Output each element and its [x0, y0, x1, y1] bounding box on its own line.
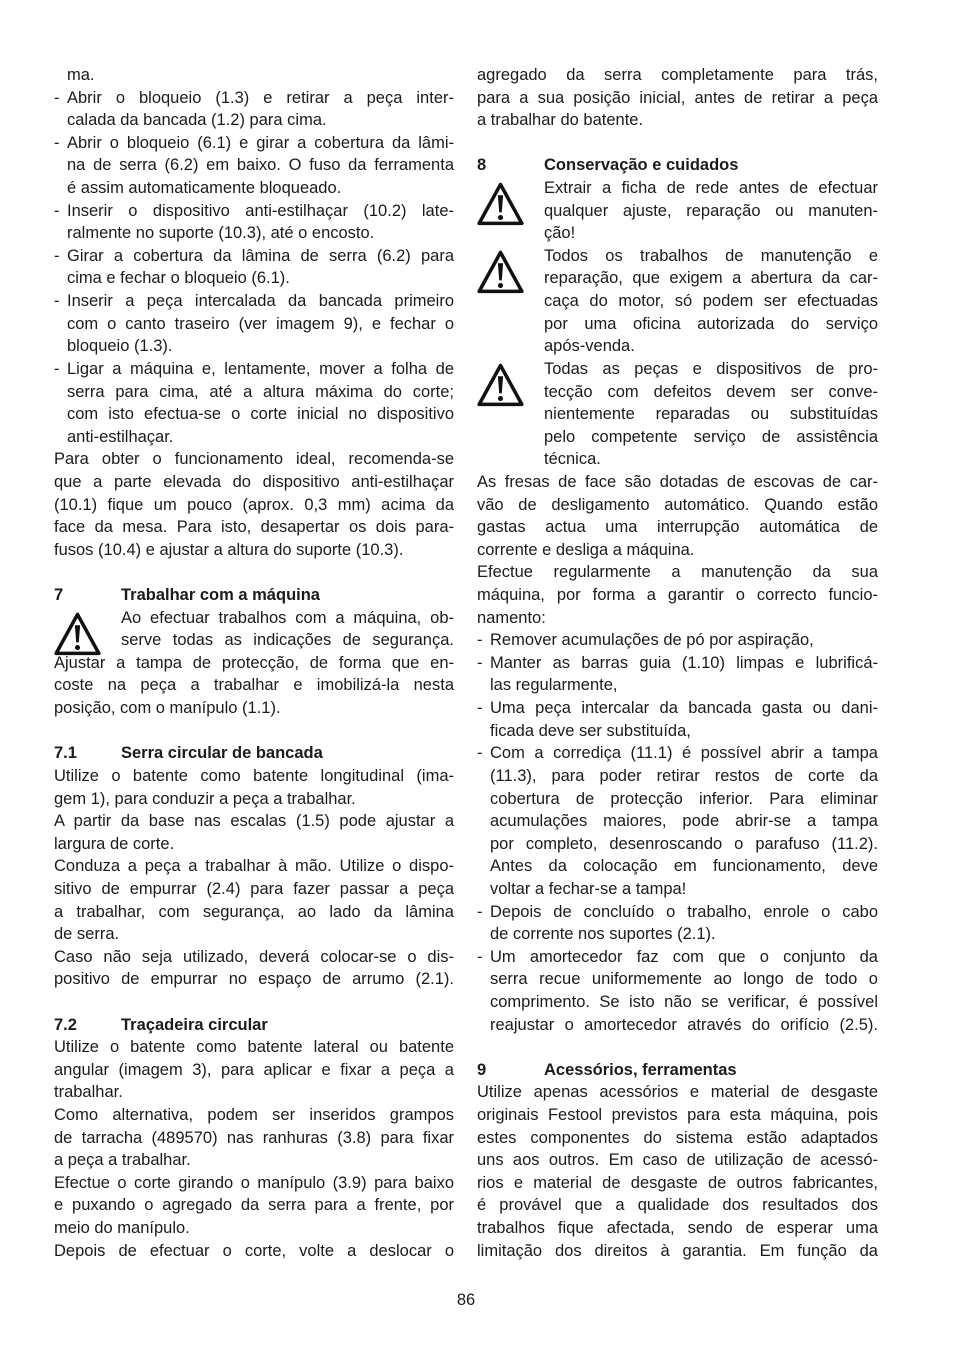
page-number: 86: [456, 1291, 476, 1309]
section-title: Traçadeira circular: [121, 1015, 268, 1034]
warning-text-line: técnica.: [544, 450, 601, 469]
section-number: 7.1: [54, 744, 77, 763]
paragraph-line: Utilize apenas acessórios e material de desgaste: [477, 1083, 878, 1102]
step-text-line: é assim automaticamente bloqueado.: [67, 179, 342, 198]
paragraph-line: largura de corte.: [54, 834, 175, 853]
paragraph-line: de serra.: [54, 925, 120, 944]
continued-paragraph: [477, 64, 878, 132]
warning-text-line: caça do motor, só podem ser efectuadas: [544, 292, 878, 311]
warning-text-line: por uma oficina autorizada do serviço: [544, 314, 878, 333]
warning-icon: [477, 362, 524, 408]
paragraph-line: As fresas de face são dotadas de escovas de car-: [477, 472, 878, 491]
paragraph-line: máquina, por forma a garantir o correcto funcio-: [477, 586, 878, 605]
section-heading-7: [54, 584, 454, 607]
maintenance-item: [477, 946, 878, 1036]
warning-text-line: serve todas as indicações de segurança.: [121, 631, 454, 650]
warning-text-line: Todos os trabalhos de manutenção e: [544, 246, 878, 265]
paragraph-line: Como alternativa, podem ser inseridos grampos: [54, 1106, 454, 1125]
warning-icon: [477, 181, 524, 227]
paragraph-line: a trabalhar do batente.: [477, 111, 644, 130]
section-7-2-body: [54, 1036, 454, 1262]
list-marker: -: [477, 744, 483, 763]
section-number: 7: [54, 586, 64, 605]
section-number: 9: [477, 1060, 487, 1079]
paragraph-line: Utilize o batente como batente lateral ou batente: [54, 1038, 454, 1057]
step-text-line: ralmente no suporte (10.3), até o encosto.: [67, 224, 375, 243]
section-title: Conservação e cuidados: [544, 156, 739, 175]
maintenance-text-line: ficada deve ser substituída,: [490, 721, 691, 740]
maintenance-text-line: Depois de concluído o trabalho, enrole o cabo: [490, 902, 878, 921]
warning-text-line: tecção com defeitos devem ser conve-: [544, 382, 878, 401]
paragraph-line: Efectue regularmente a manutenção da sua: [477, 563, 878, 582]
warning-text-line: Extrair a ficha de rede antes de efectuar: [544, 179, 878, 198]
step-text-line: serra para cima, até a altura máxima do corte;: [67, 382, 454, 401]
paragraph-line: vão de desligamento automático. Quando estão: [477, 495, 878, 514]
paragraph-line: é provável que a qualidade dos resultados dos: [477, 1196, 878, 1215]
paragraph-line: positivo de empurrar no espaço de arrumo (2.1).: [54, 970, 454, 989]
step-item: [54, 290, 454, 358]
paragraph-line: a trabalhar, com segurança, ao lado da lâmina: [54, 902, 454, 921]
list-marker: -: [54, 201, 60, 220]
section-7-paragraph: [54, 652, 454, 720]
paragraph-line: estes componentes do sistema estão adaptados: [477, 1128, 878, 1147]
paragraph-line: meio do manípulo.: [54, 1219, 190, 1238]
maintenance-text-line: voltar a fechar-se a tampa!: [490, 879, 687, 898]
list-marker: -: [477, 902, 483, 921]
paragraph-line: para a sua posição inicial, antes de retirar a peça: [477, 88, 878, 107]
maintenance-text-line: serra recue uniformemente ao longo de todo o: [490, 970, 878, 989]
paragraph-line: trabalhos fique afectada, sendo de esperar uma: [477, 1219, 878, 1238]
maintenance-text-line: Um amortecedor faz com que o conjunto da: [490, 947, 878, 966]
step-item: [54, 132, 454, 200]
adjustment-paragraph: [54, 448, 454, 561]
paragraph-line: originais Festool previstos para esta máquina, pois: [477, 1106, 878, 1125]
paragraph-line: Utilize o batente como batente longitudinal (ima-: [54, 766, 454, 785]
paragraph-line: (10.1) fique um pouco (aprox. 0,3 mm) acima da: [54, 495, 454, 514]
warning-text-line: Ao efectuar trabalhos com a máquina, ob-: [121, 608, 454, 627]
paragraph-line: gastas actua uma interrupção automática de: [477, 518, 878, 537]
continued-text-line: ma.: [67, 66, 95, 84]
maintenance-text-line: cobertura de protecção inferior. Para eliminar: [490, 789, 878, 808]
paragraph-line: namento:: [477, 608, 546, 627]
section-8-body: [477, 471, 878, 629]
section-heading-7-2: [54, 1014, 454, 1037]
warning-text-line: após-venda.: [544, 337, 635, 356]
maintenance-item: [477, 742, 878, 900]
safety-warning: [477, 177, 878, 245]
step-text-line: calada da bancada (1.2) para cima.: [67, 111, 327, 130]
step-text-line: Abrir o bloqueio (1.3) e retirar a peça inter-: [67, 88, 454, 107]
paragraph-line: uns aos outros. Em caso de utilização de acessó-: [477, 1151, 878, 1170]
paragraph-line: que a parte elevada do dispositivo anti-estilhaçar: [54, 472, 454, 491]
paragraph-line: sitivo de empurrar (2.4) para fazer passar a peça: [54, 879, 454, 898]
right-column: [477, 64, 878, 1262]
warning-icon: [54, 611, 101, 657]
warning-icon: [477, 249, 524, 295]
paragraph-line: rios e material de desgaste de outros fabricantes,: [477, 1173, 878, 1192]
step-item: [54, 87, 454, 132]
paragraph-line: angular (imagem 3), para aplicar e fixar a peça a: [54, 1060, 454, 1079]
maintenance-text-line: Manter as barras guia (1.10) limpas e lubrificá-: [490, 653, 878, 672]
step-text-line: com o canto traseiro (ver imagem 9), e fechar o: [67, 314, 454, 333]
paragraph-line: Ajustar a tampa de protecção, de forma que en-: [54, 653, 454, 672]
maintenance-item: [477, 697, 878, 742]
maintenance-item: [477, 629, 878, 652]
safety-warning: [477, 358, 878, 471]
warning-text-line: reparação, que exigem a abertura da car-: [544, 269, 878, 288]
step-item: [54, 358, 454, 448]
list-marker: -: [54, 292, 60, 311]
warning-text-line: Todas as peças e dispositivos de pro-: [544, 359, 878, 378]
section-heading-9: [477, 1059, 878, 1082]
section-title: Acessórios, ferramentas: [544, 1060, 737, 1079]
maintenance-text-line: Com a corrediça (11.1) é possível abrir a tampa: [490, 744, 878, 763]
paragraph-line: coste na peça a trabalhar e imobilizá-la nesta: [54, 676, 454, 695]
step-text-line: Ligar a máquina e, lentamente, mover a folha de: [67, 359, 454, 378]
section-9-body: [477, 1081, 878, 1262]
warning-text-line: pelo competente serviço de assistência: [544, 427, 878, 446]
step-item: [54, 245, 454, 290]
step-text-line: Inserir a peça intercalada da bancada primeiro: [67, 292, 454, 311]
step-item: [54, 200, 454, 245]
maintenance-text-line: de corrente nos suportes (2.1).: [490, 925, 716, 944]
maintenance-text-line: (11.3), para poder retirar restos de corte da: [490, 766, 878, 785]
list-marker: -: [54, 133, 60, 152]
maintenance-text-line: comprimento. Se isto não se verificar, é possível: [490, 992, 878, 1011]
step-text-line: cima e fechar o bloqueio (6.1).: [67, 269, 290, 288]
paragraph-line: trabalhar.: [54, 1083, 123, 1102]
paragraph-line: a peça a trabalhar.: [54, 1151, 191, 1170]
step-text-line: anti-estilhaçar.: [67, 427, 174, 446]
list-marker: -: [477, 631, 483, 650]
section-heading-8: [477, 154, 878, 177]
paragraph-line: Efectue o corte girando o manípulo (3.9) para baixo: [54, 1173, 454, 1192]
step-text-line: Abrir o bloqueio (6.1) e girar a cobertura da lâmi-: [67, 133, 454, 152]
safety-warning: [477, 245, 878, 358]
list-marker: -: [54, 88, 60, 107]
section-7-1-body: [54, 765, 454, 991]
step-text-line: na de serra (6.2) em baixo. O fuso da ferramenta: [67, 156, 454, 175]
paragraph-line: A partir da base nas escalas (1.5) pode ajustar a: [54, 812, 454, 831]
maintenance-text-line: Uma peça intercalar da bancada gasta ou dani-: [490, 699, 878, 718]
maintenance-text-line: Antes da colocação em funcionamento, deve: [490, 857, 878, 876]
paragraph-line: Depois de efectuar o corte, volte a deslocar o: [54, 1241, 454, 1260]
paragraph-line: Para obter o funcionamento ideal, recomenda-se: [54, 450, 454, 469]
step-text-line: com isto efectua-se o corte inicial no dispositivo: [67, 405, 454, 424]
paragraph-line: e puxando o agregado da serra para a frente, por: [54, 1196, 454, 1215]
paragraph-line: Conduza a peça a trabalhar à mão. Utilize o dispo-: [54, 857, 454, 876]
section-heading-7-1: [54, 742, 454, 765]
safety-warning: [54, 607, 454, 652]
left-column: [54, 64, 454, 1262]
section-title: Trabalhar com a máquina: [121, 586, 320, 605]
paragraph-line: face da mesa. Para isto, desapertar os dois para-: [54, 518, 454, 537]
paragraph-line: Caso não seja utilizado, deverá colocar-se o dis-: [54, 947, 454, 966]
maintenance-text-line: Remover acumulações de pó por aspiração,: [490, 631, 814, 650]
maintenance-text-line: por completo, desenroscando o parafuso (11.2).: [490, 834, 878, 853]
maintenance-text-line: las regularmente,: [490, 676, 618, 695]
paragraph-line: agregado da serra completamente para trás,: [477, 66, 878, 84]
section-title: Serra circular de bancada: [121, 744, 323, 763]
paragraph-line: limitação dos direitos à garantia. Em função da: [477, 1241, 878, 1260]
section-number: 7.2: [54, 1015, 77, 1034]
warning-text-line: qualquer ajuste, reparação ou manuten-: [544, 201, 878, 220]
paragraph-line: fusos (10.4) e ajustar a altura do suporte (10.3).: [54, 540, 404, 559]
paragraph-line: corrente e desliga a máquina.: [477, 540, 695, 559]
maintenance-item: [477, 901, 878, 946]
list-marker: -: [54, 246, 60, 265]
step-text-line: Girar a cobertura da lâmina de serra (6.2) para: [67, 246, 454, 265]
section-number: 8: [477, 156, 487, 175]
maintenance-text-line: acumulações maiores, pode abrir-se a tampa: [490, 812, 878, 831]
step-text-line: Inserir o dispositivo anti-estilhaçar (10.2) late-: [67, 201, 454, 220]
paragraph-line: gem 1), para conduzir a peça a trabalhar.: [54, 789, 356, 808]
maintenance-item: [477, 652, 878, 697]
list-marker: -: [477, 653, 483, 672]
list-marker: -: [54, 359, 60, 378]
step-text-line: bloqueio (1.3).: [67, 337, 173, 356]
paragraph-line: de tarracha (489570) nas ranhuras (3.8) para fixar: [54, 1128, 454, 1147]
paragraph-line: posição, com o manípulo (1.1).: [54, 699, 281, 718]
warning-text-line: nientemente reparadas ou substituídas: [544, 405, 878, 424]
list-marker: -: [477, 947, 483, 966]
maintenance-text-line: reajustar o amortecedor através do orifício (2.5).: [490, 1015, 878, 1034]
list-marker: -: [477, 699, 483, 718]
warning-text-line: ção!: [544, 224, 576, 243]
